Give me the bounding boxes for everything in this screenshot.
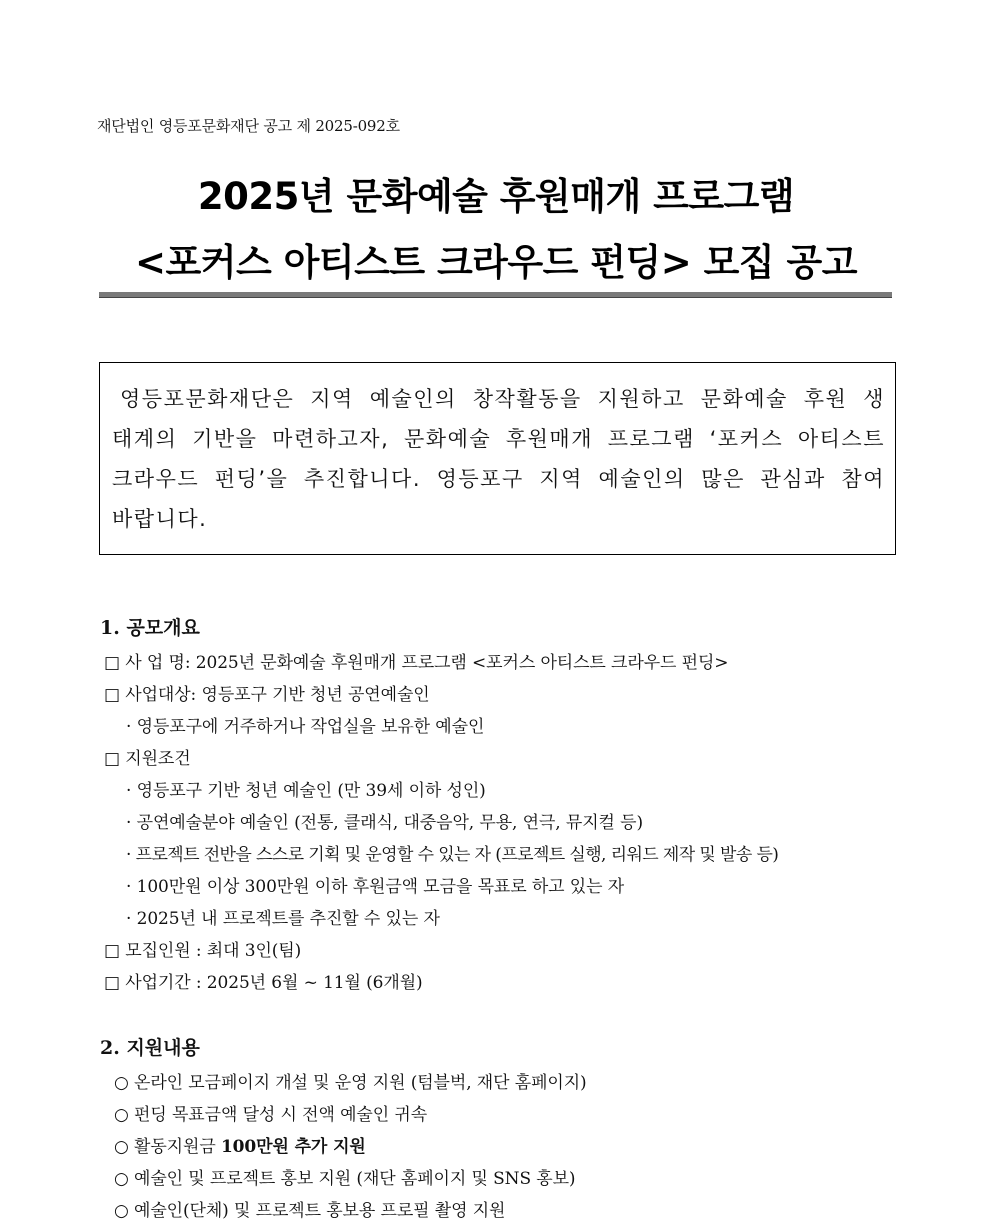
support-item-activity-fund: ○ 활동지원금 100만원 추가 지원 (114, 1137, 366, 1157)
overview-item-project-name: □ 사 업 명: 2025년 문화예술 후원매개 프로그램 <포커스 아티스트 크라우드 펀딩> (104, 653, 729, 673)
support-item-profile-shoot: ○ 예술인(단체) 및 프로젝트 홍보용 프로필 촬영 지원 (114, 1201, 506, 1221)
overview-item-conditions: □ 지원조건 (104, 749, 191, 769)
support-item-promotion: ○ 예술인 및 프로젝트 홍보 지원 (재단 홈페이지 및 SNS 홍보) (114, 1169, 576, 1189)
activity-fund-amount: 100만원 추가 지원 (220, 1137, 366, 1157)
condition-within-year: · 2025년 내 프로젝트를 추진할 수 있는 자 (126, 909, 440, 929)
section1-title: 1. 공모개요 (100, 617, 200, 639)
overview-item-period: □ 사업기간 : 2025년 6월 ~ 11월 (6개월) (104, 973, 423, 993)
page-title-line2: <포커스 아티스트 크라우드 펀딩> 모집 공고 (134, 241, 858, 284)
support-item-full-amount: ○ 펀딩 목표금액 달성 시 전액 예술인 귀속 (114, 1105, 428, 1125)
intro-text: 영등포문화재단은 지역 예술인의 창작활동을 지원하고 문화예술 후원 생태계의 기반을 마련하고자, 문화예술 후원매개 프로그램 ‘포커스 아티스트 크라우드 펀딩’을 추진합니다. 영등포구 지역 예술인의 많은 관심과 참여 바랍니다. (112, 387, 885, 531)
intro-box (99, 362, 896, 555)
overview-item-target: □ 사업대상: 영등포구 기반 청년 공연예술인 (104, 685, 430, 705)
page-title-line1: 2025년 문화예술 후원매개 프로그램 (197, 175, 795, 218)
condition-self-planning: · 프로젝트 전반을 스스로 기획 및 운영할 수 있는 자 (프로젝트 실행, 리워드 제작 및 발송 등) (126, 845, 779, 865)
title-divider (99, 292, 892, 298)
overview-item-recruit-count: □ 모집인원 : 최대 3인(팀) (104, 941, 302, 961)
overview-subitem-residence: · 영등포구에 거주하거나 작업실을 보유한 예술인 (126, 717, 485, 737)
section2-title: 2. 지원내용 (100, 1037, 200, 1059)
condition-genre: · 공연예술분야 예술인 (전통, 클래식, 대중음악, 무용, 연극, 뮤지컬 등) (126, 813, 644, 833)
condition-funding-goal: · 100만원 이상 300만원 이하 후원금액 모금을 목표로 하고 있는 자 (126, 877, 625, 897)
support-item-online-page: ○ 온라인 모금페이지 개설 및 운영 지원 (텀블벅, 재단 홈페이지) (114, 1073, 587, 1093)
notice-number: 재단법인 영등포문화재단 공고 제 2025-092호 (97, 117, 400, 135)
condition-age: · 영등포구 기반 청년 예술인 (만 39세 이하 성인) (126, 781, 486, 801)
